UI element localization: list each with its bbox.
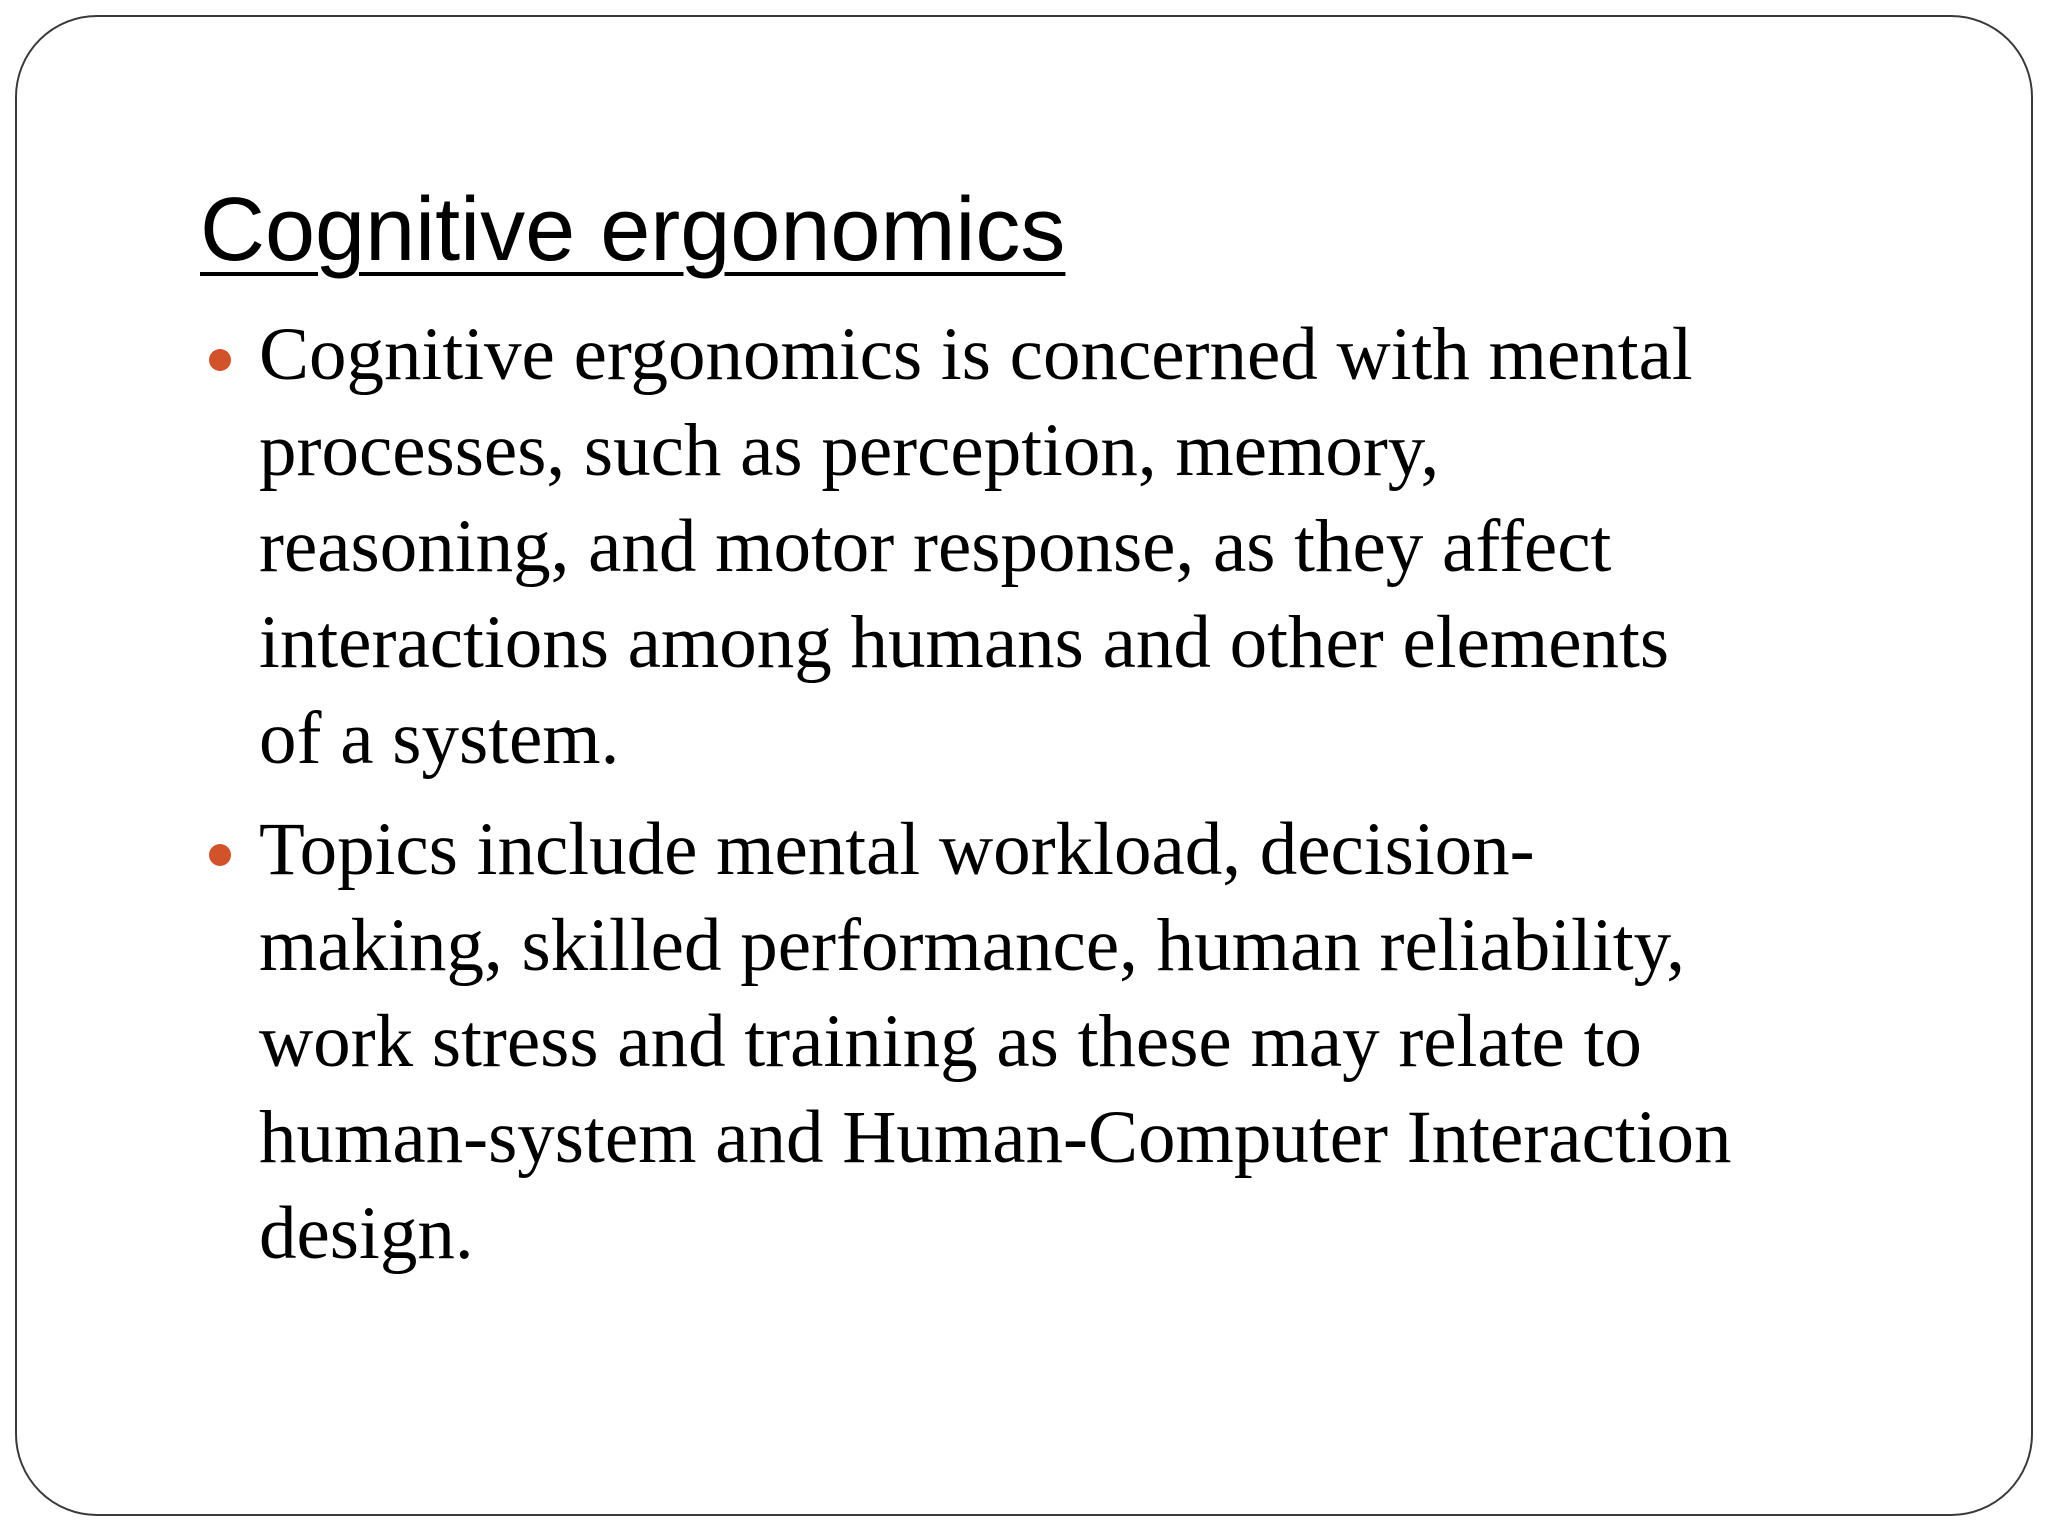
bullet-line: human-system and Human-Computer Interaction	[259, 1096, 1732, 1179]
bullet-dot-icon	[209, 349, 231, 371]
bullet-line: making, skilled performance, human reliability,	[259, 904, 1685, 987]
bullet-item	[259, 307, 1879, 787]
slide-frame	[15, 15, 2033, 1516]
bullet-line: interactions among humans and other elements	[259, 601, 1670, 684]
slide-title: Cognitive ergonomics	[200, 180, 1066, 280]
bullet-dot-icon	[209, 844, 231, 866]
bullet-line: of a system.	[259, 697, 620, 780]
bullet-line: Cognitive ergonomics is concerned with mental	[259, 313, 1693, 396]
bullet-list	[259, 307, 1879, 1297]
bullet-line: reasoning, and motor response, as they affect	[259, 505, 1612, 588]
bullet-line: work stress and training as these may relate to	[259, 1000, 1642, 1083]
bullet-line: processes, such as perception, memory,	[259, 409, 1440, 492]
bullet-item	[259, 802, 1879, 1282]
bullet-text	[259, 307, 1879, 787]
bullet-text	[259, 802, 1879, 1282]
bullet-line: design.	[259, 1192, 474, 1275]
bullet-line: Topics include mental workload, decision-	[259, 808, 1535, 891]
